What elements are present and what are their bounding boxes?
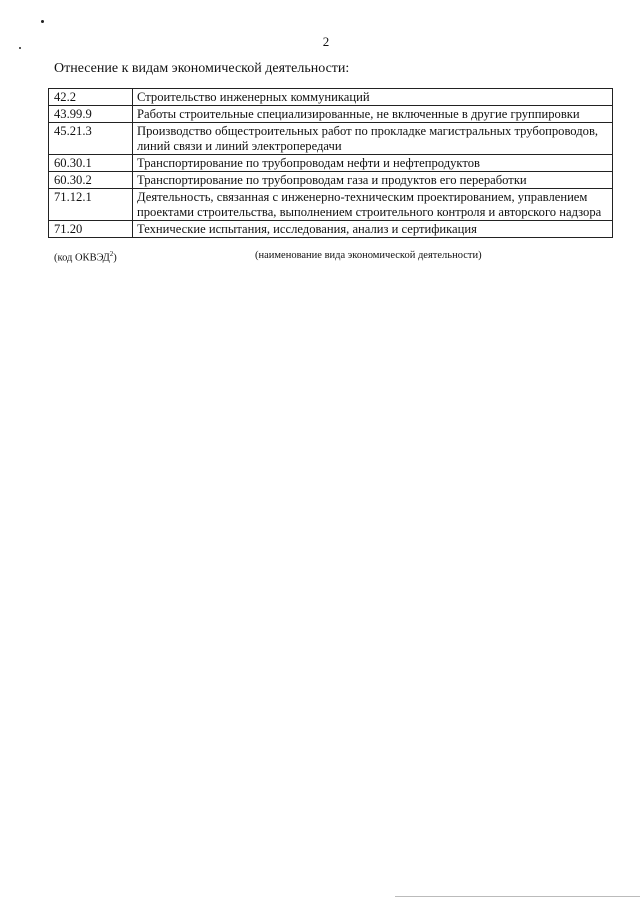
code-caption bbox=[54, 250, 117, 264]
column-captions bbox=[48, 250, 613, 264]
okved-code: 43.99.9 bbox=[49, 106, 133, 123]
scan-speck bbox=[41, 20, 44, 23]
activity-name: Транспортирование по трубопроводам нефти и нефтепродуктов bbox=[133, 155, 613, 172]
activity-name: Работы строительные специализированные, не включенные в другие группировки bbox=[133, 106, 613, 123]
okved-code: 42.2 bbox=[49, 89, 133, 106]
page-number: 2 bbox=[322, 34, 330, 49]
name-caption: (наименование вида экономической деятельности) bbox=[255, 250, 482, 261]
table-row bbox=[49, 221, 613, 238]
okved-code: 71.12.1 bbox=[49, 189, 133, 221]
table-row bbox=[49, 106, 613, 123]
okved-code: 71.20 bbox=[49, 221, 133, 238]
table-row bbox=[49, 89, 613, 106]
table-row bbox=[49, 172, 613, 189]
table-row bbox=[49, 189, 613, 221]
section-heading: Отнесение к видам экономической деятельности: bbox=[54, 61, 350, 76]
okved-code: 60.30.2 bbox=[49, 172, 133, 189]
scan-edge-line bbox=[395, 896, 640, 897]
activity-name: Производство общестроительных работ по прокладке магистральных трубопроводов, линий связи и линий электропередачи bbox=[133, 123, 613, 155]
okved-table bbox=[48, 88, 613, 238]
code-caption-close: ) bbox=[113, 252, 117, 264]
table-row bbox=[49, 123, 613, 155]
okved-code: 60.30.1 bbox=[49, 155, 133, 172]
code-caption-text: (код ОКВЭД bbox=[54, 252, 110, 264]
table-row bbox=[49, 155, 613, 172]
activity-name: Строительство инженерных коммуникаций bbox=[133, 89, 613, 106]
footnote-marker: 2 bbox=[109, 250, 114, 258]
activity-name: Транспортирование по трубопроводам газа и продуктов его переработки bbox=[133, 172, 613, 189]
activity-name: Технические испытания, исследования, анализ и сертификация bbox=[133, 221, 613, 238]
okved-code: 45.21.3 bbox=[49, 123, 133, 155]
activity-name: Деятельность, связанная с инженерно-техническим проектированием, управлением проектами строительства, выполнением строительного контроля и авторского надзора bbox=[133, 189, 613, 221]
